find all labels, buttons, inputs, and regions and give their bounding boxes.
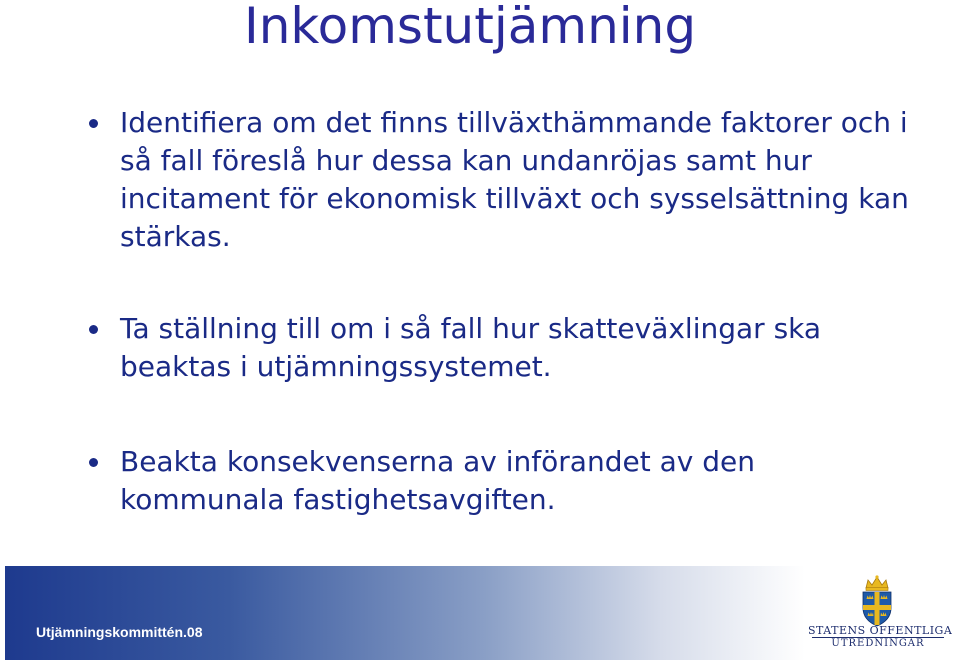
bullet-item <box>120 310 920 386</box>
footer-label: Utjämningskommittén.08 <box>36 624 203 640</box>
sou-logo <box>808 574 953 660</box>
crown-shield-icon <box>854 574 900 628</box>
bullet-item <box>120 443 920 519</box>
slide-title: Inkomstutjämning <box>244 0 697 55</box>
bullet-icon <box>89 458 98 467</box>
bullet-text: Ta ställning till om i så fall hur skatteväxlingar ska beaktas i utjämningssystemet. <box>120 312 822 383</box>
bullet-icon <box>89 325 98 334</box>
bullet-text: Beakta konsekvenserna av införandet av den kommunala fastighetsavgiften. <box>120 445 755 516</box>
bullet-item <box>120 104 920 256</box>
bullet-text: Identifiera om det finns tillväxthämmande faktorer och i så fall föreslå hur dessa kan undanröjas samt hur incitament för ekonomisk tillväxt och sysselsättning kan stärkas. <box>120 106 909 253</box>
footer-bar <box>5 566 805 660</box>
bullet-icon <box>89 119 98 128</box>
logo-line-2: UTREDNINGAR <box>831 638 925 649</box>
logo-line-1: STATENS OFFENTLIGA <box>808 624 953 637</box>
